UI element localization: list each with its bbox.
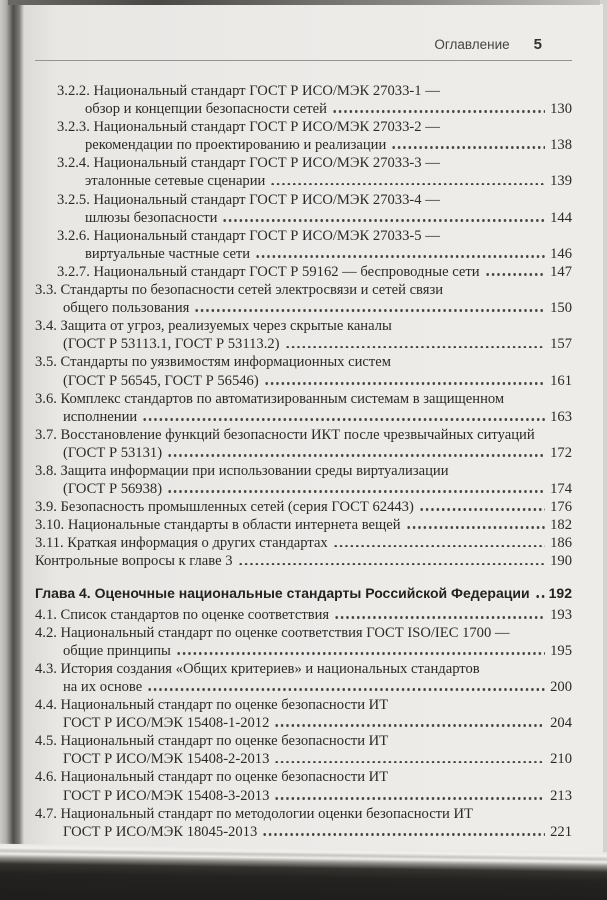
toc-entry [35,606,572,624]
toc-entry-last-line [85,136,572,154]
toc-entry-text: ГОСТ Р ИСО/МЭК 15408-1-2012 [63,715,270,732]
dot-leader [147,688,545,691]
dot-leader [222,219,545,222]
toc-entry [35,584,572,602]
toc-entry-last-line [63,480,572,498]
toc-entry-last-line [63,750,572,768]
toc-entry-page: 139 [550,173,572,190]
toc-entry-text: обзор и концепции безопасности сетей [85,101,327,118]
toc-entry-text-line1: 3.2.6. Национальный стандарт ГОСТ Р ИСО/МЭК 27033-5 — [57,227,440,244]
dot-leader [264,382,545,385]
toc-entry-page: 176 [550,499,572,516]
dot-leader [274,797,545,800]
toc-entry-last-line [63,408,572,426]
toc-entry-page: 157 [550,336,572,353]
toc-entry [35,660,572,696]
toc-entry-text: шлюзы безопасности [85,209,218,226]
dot-leader [167,454,545,457]
toc-entry [57,82,572,118]
toc-entry-last-line [85,209,572,227]
toc-entry-text: (ГОСТ Р 56545, ГОСТ Р 56546) [63,372,259,389]
toc-entry-text-line1: 3.2.5. Национальный стандарт ГОСТ Р ИСО/МЭК 27033-4 — [57,191,440,208]
book-edge-bottom [0,844,607,900]
toc-entry-text-line1: 3.4. Защита от угроз, реализуемых через скрытые каналы [35,318,392,335]
toc-entry [35,390,572,426]
toc-entry-page: 138 [550,137,572,154]
dot-leader [419,508,545,511]
book-edge-left [0,0,24,862]
toc-entry-page: 147 [550,263,572,280]
toc-entry-text: (ГОСТ Р 53131) [63,444,163,461]
book-edge-top [8,0,600,5]
toc-entry-page: 186 [550,535,572,552]
toc-entry-page: 221 [550,823,572,840]
toc-list [35,82,572,841]
toc-entry [35,317,572,353]
dot-leader [238,563,545,566]
toc-entry-text: исполнении [63,408,138,425]
toc-entry-last-line [63,823,572,841]
toc-entry [35,426,572,462]
toc-entry-page: 182 [550,517,572,534]
dot-leader [176,652,545,655]
toc-entry-text-line1: 4.4. Национальный стандарт по оценке безопасности ИТ [35,697,389,714]
dot-leader [485,273,545,276]
toc-entry [57,263,572,281]
toc-entry [35,552,572,570]
toc-entry-text-line1: 4.3. История создания «Общих критериев» и национальных стандартов [35,660,480,677]
toc-entry-text: Контрольные вопросы к главе 3 [35,553,233,570]
dot-leader [535,595,545,598]
toc-entry-last-line [35,584,572,602]
toc-entry-text: 3.10. Национальные стандарты в области интернета вещей [35,517,401,534]
toc-entry [35,281,572,317]
toc-entry [35,696,572,732]
toc-entry-text: 4.1. Список стандартов по оценке соответствия [35,606,330,623]
dot-leader [391,146,545,149]
toc-entry-last-line [35,534,572,552]
toc-entry-text: (ГОСТ Р 53113.1, ГОСТ Р 53113.2) [63,336,280,353]
toc-entry-page: 144 [550,209,572,226]
dot-leader [167,490,545,493]
toc-entry-page: 193 [550,606,572,623]
toc-entry-text-line1: 3.7. Восстановление функций безопасности ИКТ после чрезвычайных ситуаций [35,426,535,443]
toc-entry-last-line [63,299,572,317]
toc-entry-page: 174 [550,481,572,498]
toc-entry-text: ГОСТ Р ИСО/МЭК 15408-2-2013 [63,751,270,768]
toc-entry-text: 3.9. Безопасность промышленных сетей (серия ГОСТ 62443) [35,499,414,516]
toc-entry-text-line1: 4.5. Национальный стандарт по оценке безопасности ИТ [35,733,389,750]
toc-entry-text-line1: 3.5. Стандарты по уязвимостям информационных систем [35,354,391,371]
toc-entry-last-line [85,172,572,190]
toc-entry-last-line [35,498,572,516]
toc-entry [35,353,572,389]
toc-entry-page: 200 [550,679,572,695]
toc-entry-text-line1: 3.8. Защита информации при использовании среды виртуализации [35,462,449,479]
toc-entry-text-line1: 3.2.4. Национальный стандарт ГОСТ Р ИСО/МЭК 27033-3 — [57,155,440,172]
header-divider [35,60,572,61]
toc-entry-last-line [85,100,572,118]
toc-entry-page: 161 [550,372,572,389]
toc-entry-page: 190 [550,553,572,570]
toc-entry-page: 130 [550,101,572,118]
toc-entry-page: 172 [550,444,572,461]
toc-entry [35,516,572,534]
toc-entry-text: ГОСТ Р ИСО/МЭК 15408-3-2013 [63,787,270,804]
toc-entry-last-line [63,335,572,353]
toc-entry-text-line1: 3.6. Комплекс стандартов по автоматизированным системам в защищенном [35,390,505,407]
toc-entry-last-line [57,263,572,281]
toc-entry-page: 210 [550,751,572,768]
toc-entry-text: на их основе [63,679,143,695]
dot-leader [262,833,545,836]
toc-entry-page: 204 [550,715,572,732]
toc-entry [35,768,572,804]
toc-entry-text-line1: 4.7. Национальный стандарт по методологии оценки безопасности ИТ [35,805,473,822]
toc-entry [35,805,572,841]
dot-leader [334,616,545,619]
toc-entry-text-line1: 3.2.2. Национальный стандарт ГОСТ Р ИСО/МЭК 27033-1 — [57,83,440,99]
toc-entry [35,732,572,768]
toc-entry-text: 3.11. Краткая информация о других стандартах [35,535,328,552]
dot-leader [274,761,545,764]
toc-entry-text-line1: 3.3. Стандарты по безопасности сетей электросвязи и сетей связи [35,282,444,299]
toc-entry-last-line [63,787,572,805]
page-header-number: 5 [533,36,542,53]
toc-entry-text: общие принципы [63,642,171,659]
dot-leader [285,346,546,349]
toc-entry [35,462,572,498]
toc-entry-text-line1: 3.2.3. Национальный стандарт ГОСТ Р ИСО/МЭК 27033-2 — [57,119,440,136]
dot-leader [255,255,545,258]
toc-entry-last-line [63,714,572,732]
toc-entry-last-line [63,642,572,660]
dot-leader [194,309,545,312]
toc-entry-last-line [63,678,572,696]
toc-entry-page: 192 [548,584,572,601]
toc-entry-page: 150 [550,300,572,317]
page-header-title: Оглавление [434,37,510,52]
page-content [35,36,572,841]
toc-entry [35,624,572,660]
toc-entry-last-line [35,552,572,570]
toc-entry-text: Глава 4. Оценочные национальные стандарты Российской Федерации [35,584,530,601]
toc-entry-text: рекомендации по проектированию и реализации [85,137,387,154]
toc-entry-last-line [63,372,572,390]
toc-entry-text-line1: 4.2. Национальный стандарт по оценке соответствия ГОСТ ISO/IEC 1700 — [35,624,510,641]
toc-entry-page: 213 [550,787,572,804]
toc-entry-text-line1: 4.6. Национальный стандарт по оценке безопасности ИТ [35,769,389,786]
toc-entry-text: виртуальные частные сети [85,245,251,262]
toc-entry [57,118,572,154]
toc-entry-text: эталонные сетевые сценарии [85,173,266,190]
toc-entry-last-line [63,444,572,462]
toc-entry-last-line [85,245,572,263]
toc-entry-text: 3.2.7. Национальный стандарт ГОСТ Р 59162 — беспроводные сети [57,263,480,280]
dot-leader [274,724,545,727]
toc-entry [57,154,572,190]
toc-entry-page: 146 [550,245,572,262]
dot-leader [332,110,545,113]
toc-entry-last-line [35,606,572,624]
toc-entry [57,191,572,227]
toc-entry-text: ГОСТ Р ИСО/МЭК 18045-2013 [63,823,258,840]
dot-leader [142,418,545,421]
page-header [35,36,572,53]
toc-entry-text: (ГОСТ Р 56938) [63,481,163,498]
toc-entry [57,227,572,263]
dot-leader [333,545,545,548]
dot-leader [270,183,545,186]
toc-entry-text: общего пользования [63,300,190,317]
toc-entry [35,534,572,552]
toc-entry-page: 195 [550,642,572,659]
toc-entry-page: 163 [550,408,572,425]
dot-leader [406,526,545,529]
toc-entry-last-line [35,516,572,534]
toc-entry [35,498,572,516]
